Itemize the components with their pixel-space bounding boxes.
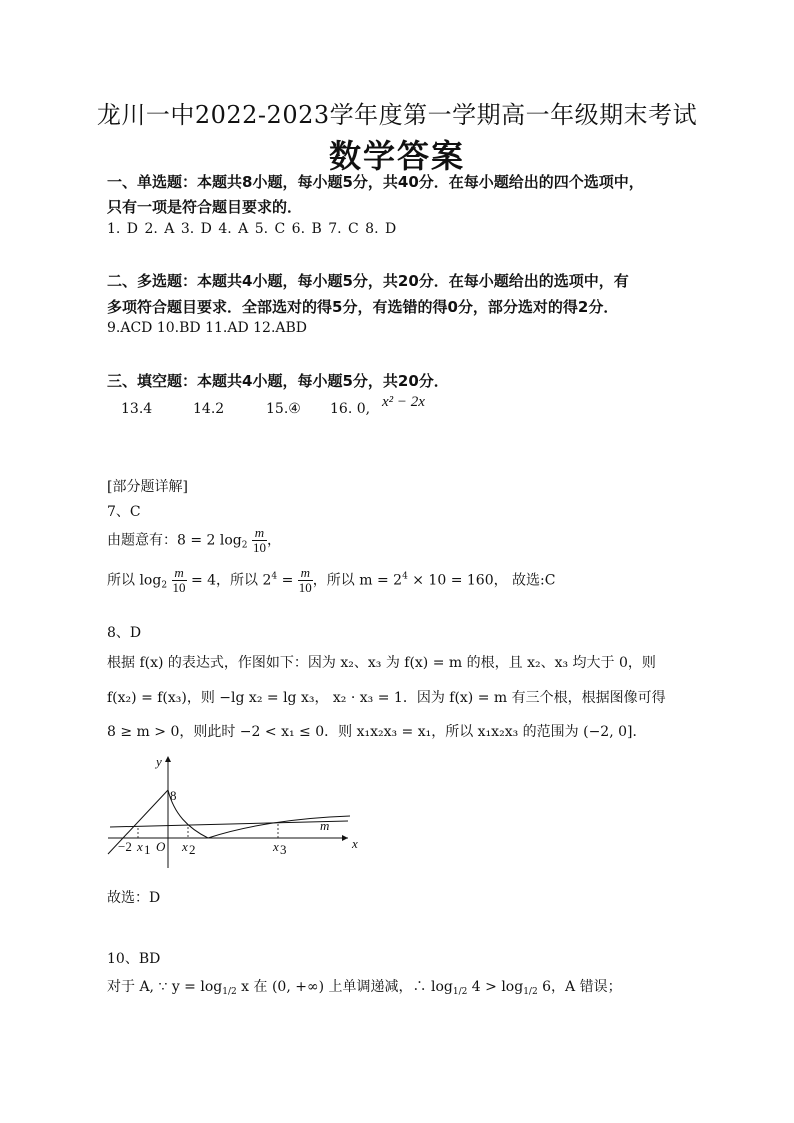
q7-line2-e: × 10 = 160， 故选:C [407, 572, 556, 589]
q10-label: 10、BD [107, 951, 161, 967]
graph-label-x: x [352, 836, 358, 851]
q10-log-base-3: 1/2 [523, 987, 538, 997]
q7-fraction-2 [172, 566, 187, 595]
q10-line1-d: 6，A 错误； [537, 979, 622, 995]
answer-15: 15.④ [266, 401, 301, 417]
q10-line1-b: x 在 (0, +∞) 上单调递减，∴ log [236, 979, 453, 995]
q10-line1 [107, 976, 622, 997]
q7-frac2-num: m [172, 566, 187, 581]
q7-line2 [107, 566, 555, 595]
q7-frac-den: 10 [252, 540, 266, 555]
details-heading: [部分题详解] [107, 479, 188, 495]
q7-frac3-num: m [298, 566, 313, 581]
q7-frac2-den: 10 [172, 580, 186, 595]
graph-label-8: 8 [170, 788, 177, 803]
q7-fraction [252, 526, 267, 555]
q10-line1-c: 4 > log [467, 979, 524, 995]
q7-frac-num: m [252, 526, 267, 541]
q8-conclusion: 故选：D [107, 890, 161, 906]
graph-label-x2-sub: 2 [189, 842, 196, 857]
graph-label-y: y [156, 754, 162, 769]
graph-label-x3-sub: 3 [280, 842, 287, 857]
q7-line2-b: = 4，所以 2 [186, 572, 272, 589]
q8-line2: f(x₂) = f(x₃)，则 −lg x₂ = lg x₃， x₂ · x₃ = 1．因为 f(x) = m 有三个根，根据图像可得 [107, 690, 666, 706]
graph-label-m: m [320, 818, 330, 833]
q7-line1-prefix: 由题意有：8 = 2 log [107, 532, 242, 549]
graph-label-x1: x [137, 839, 143, 854]
q7-line2-c: = [277, 572, 298, 589]
q10-log-base-2: 1/2 [452, 987, 468, 997]
answer-14: 14.2 [193, 401, 225, 417]
q7-line2-d: ，所以 m = 2 [312, 572, 403, 589]
x-axis-arrow [342, 835, 348, 841]
q7-line1 [107, 526, 281, 555]
line-y-equals-m [110, 821, 348, 827]
section2-heading-line1: 二、多选题：本题共4小题，每小题5分，共20分．在每小题给出的选项中，有 [107, 272, 629, 290]
graph-label-x1-sub: 1 [144, 842, 151, 857]
q7-line2-exp: 4 [271, 571, 278, 582]
answer-13: 13.4 [121, 401, 153, 417]
q10-line1-a: 对于 A, ∵ y = log [107, 979, 223, 995]
graph-label-origin: O [156, 839, 166, 854]
q10-log-base-1: 1/2 [222, 987, 237, 997]
section2-answers: 9.ACD 10.BD 11.AD 12.ABD [107, 320, 308, 336]
q7-line2-a: 所以 log [107, 572, 162, 589]
answer-16-expression: x² − 2x [382, 394, 425, 410]
q7-line2-base: 2 [161, 580, 168, 591]
q7-log-base: 2 [241, 540, 248, 551]
answer-16: 16. 0, [330, 401, 371, 417]
section2-heading-line2: 多项符合题目要求．全部选对的得5分，有选错的得0分，部分选对的得2分． [107, 298, 619, 316]
q7-frac3-den: 10 [298, 580, 312, 595]
q7-fraction-3 [298, 566, 313, 595]
section1-heading-line2: 只有一项是符合题目要求的． [107, 198, 303, 216]
q8-line1: 根据 f(x) 的表达式，作图如下：因为 x₂、x₃ 为 f(x) = m 的根，且 x₂、x₃ 均大于 0，则 [107, 655, 656, 671]
q7-line2-exp2: 4 [402, 571, 408, 582]
page-subtitle: 数学答案 [328, 137, 465, 175]
y-axis-arrow [165, 756, 171, 762]
section1-heading-line1: 一、单选题：本题共8小题，每小题5分，共40分．在每小题给出的四个选项中， [107, 173, 644, 191]
graph-label-x2: x [182, 839, 188, 854]
section1-answers: 1. D 2. A 3. D 4. A 5. C 6. B 7. C 8. D [107, 221, 397, 237]
section3-heading: 三、填空题：本题共4小题，每小题5分，共20分． [107, 372, 449, 390]
q7-label: 7、C [107, 504, 141, 520]
q8-function-graph [104, 752, 360, 870]
q8-label: 8、D [107, 625, 142, 641]
graph-label-x3: x [273, 839, 279, 854]
q7-line1-suffix: ， [266, 532, 281, 549]
q8-line3: 8 ≥ m > 0，则此时 −2 < x₁ ≤ 0．则 x₁x₂x₃ = x₁，所以 x₁x₂x₃ 的范围为 (−2, 0]． [107, 724, 647, 740]
graph-label-neg2: −2 [118, 839, 132, 854]
page-title: 龙川一中2022-2023学年度第一学期高一年级期末考试 [96, 101, 698, 129]
